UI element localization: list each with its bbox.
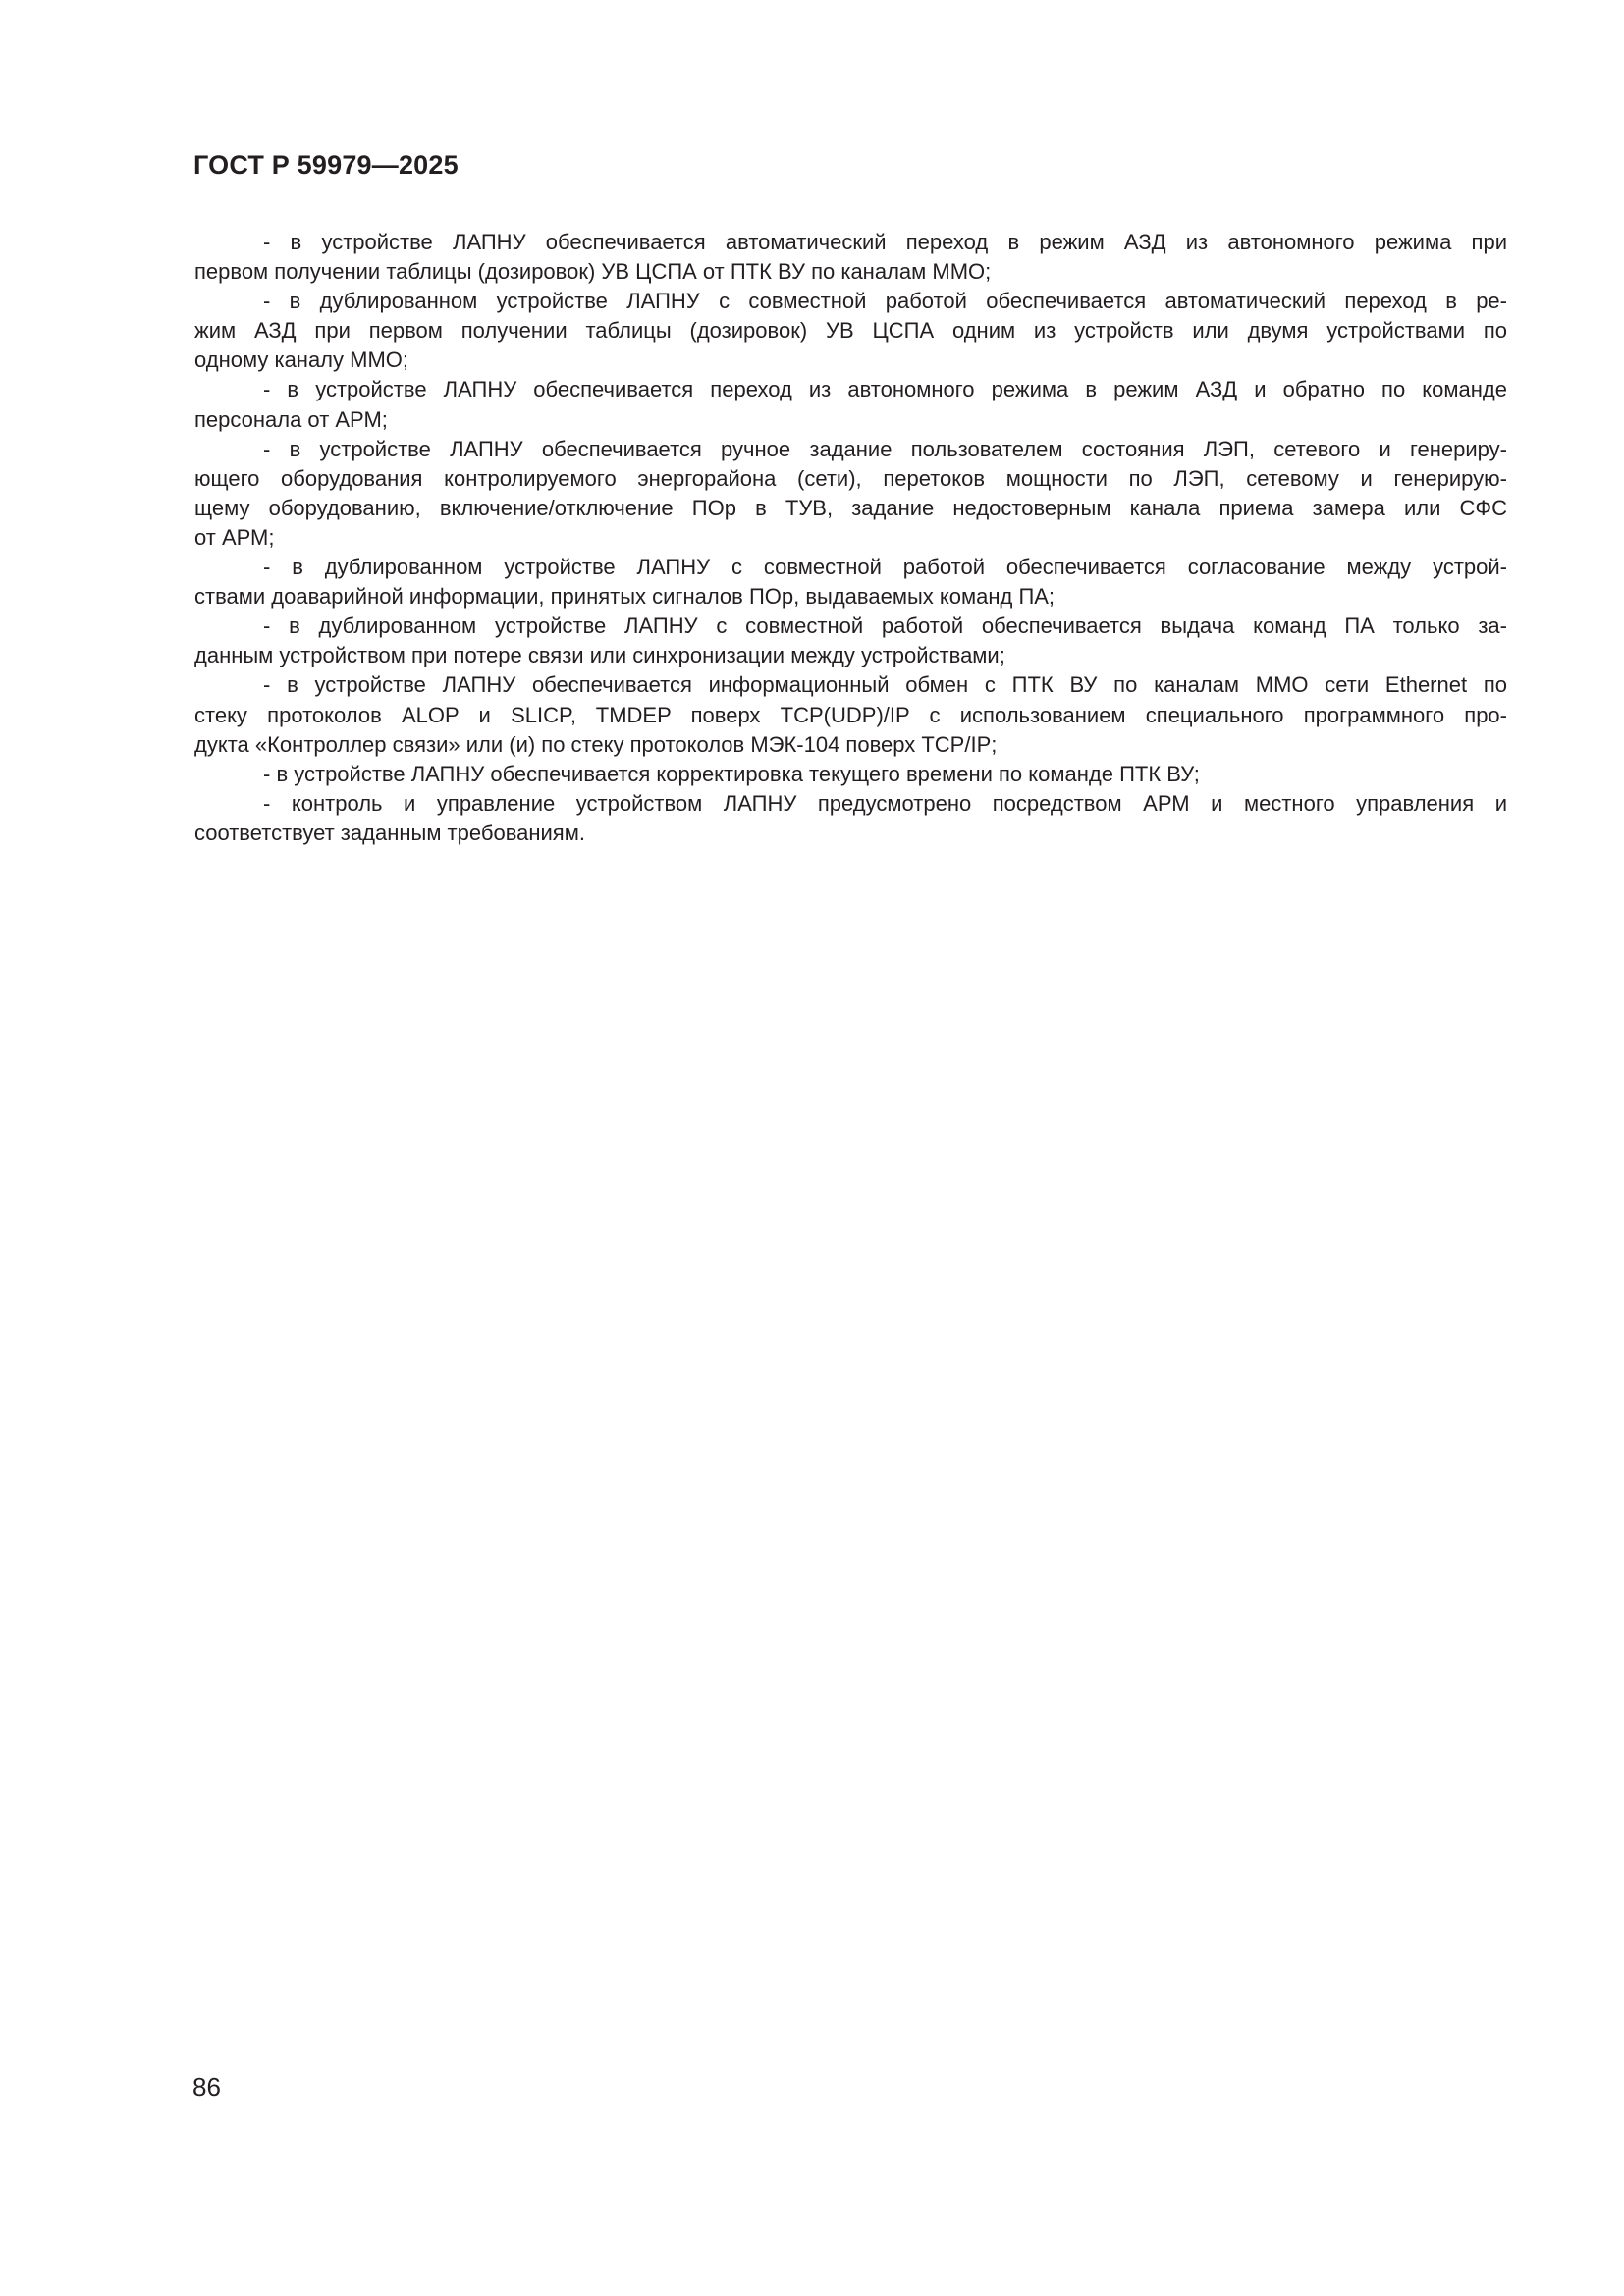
- paragraph-line: - в дублированном устройстве ЛАПНУ с совместной работой обеспечивается согласование между устрой-: [263, 555, 1507, 580]
- paragraph-line: - в устройстве ЛАПНУ обеспечивается корректировка текущего времени по команде ПТК ВУ;: [263, 761, 1200, 786]
- paragraph-line: данным устройством при потере связи или синхронизации между устройствами;: [194, 643, 1005, 668]
- paragraph-line: соответствует заданным требованиям.: [194, 820, 585, 845]
- paragraph-line: - в устройстве ЛАПНУ обеспечивается автоматический переход в режим АЗД из автономного режима при: [263, 230, 1507, 254]
- page-number: 86: [192, 2072, 221, 2102]
- paragraph-line: ствами доаварийной информации, принятых сигналов ПОр, выдаваемых команд ПА;: [194, 584, 1056, 610]
- paragraph-line: стеку протоколов ALOP и SLICP, TMDEP поверх TCP(UDP)/IP с использованием специального программного про-: [194, 702, 1507, 727]
- paragraph-line: - контроль и управление устройством ЛАПНУ предусмотрено посредством АРМ и местного управления и: [263, 790, 1507, 816]
- paragraph-line: дукта «Контроллер связи» или (и) по стеку протоколов МЭК-104 поверх TCP/IP;: [194, 731, 998, 757]
- paragraph-line: - в дублированном устройстве ЛАПНУ с совместной работой обеспечивается выдача команд ПА только за-: [263, 614, 1507, 639]
- paragraph-line: - в устройстве ЛАПНУ обеспечивается переход из автономного режима в режим АЗД и обратно по команде: [263, 377, 1507, 402]
- paragraph-line: жим АЗД при первом получении таблицы (дозировок) УВ ЦСПА одним из устройств или двумя устройствами по: [194, 318, 1507, 344]
- paragraph-line: - в дублированном устройстве ЛАПНУ с совместной работой обеспечивается автоматический переход в ре-: [263, 289, 1507, 314]
- paragraph-line: персонала от АРМ;: [194, 406, 388, 432]
- paragraph-line: - в устройстве ЛАПНУ обеспечивается ручное задание пользователем состояния ЛЭП, сетевого и генериру-: [263, 436, 1507, 461]
- document-code-header: ГОСТ Р 59979—2025: [193, 150, 459, 180]
- paragraph-line: ющего оборудования контролируемого энергорайона (сети), перетоков мощности по ЛЭП, сетевому и генерирую-: [194, 465, 1507, 491]
- paragraph-line: - в устройстве ЛАПНУ обеспечивается информационный обмен с ПТК ВУ по каналам ММО сети Ethernet по: [263, 672, 1507, 698]
- body-text: [194, 228, 1507, 848]
- paragraph-line: первом получении таблицы (дозировок) УВ ЦСПА от ПТК ВУ по каналам ММО;: [194, 259, 992, 285]
- paragraph-line: одному каналу ММО;: [194, 347, 409, 373]
- paragraph-line: щему оборудованию, включение/отключение ПОр в ТУВ, задание недостоверным канала приема замера или СФС: [194, 495, 1507, 520]
- paragraph-line: от АРМ;: [194, 524, 275, 550]
